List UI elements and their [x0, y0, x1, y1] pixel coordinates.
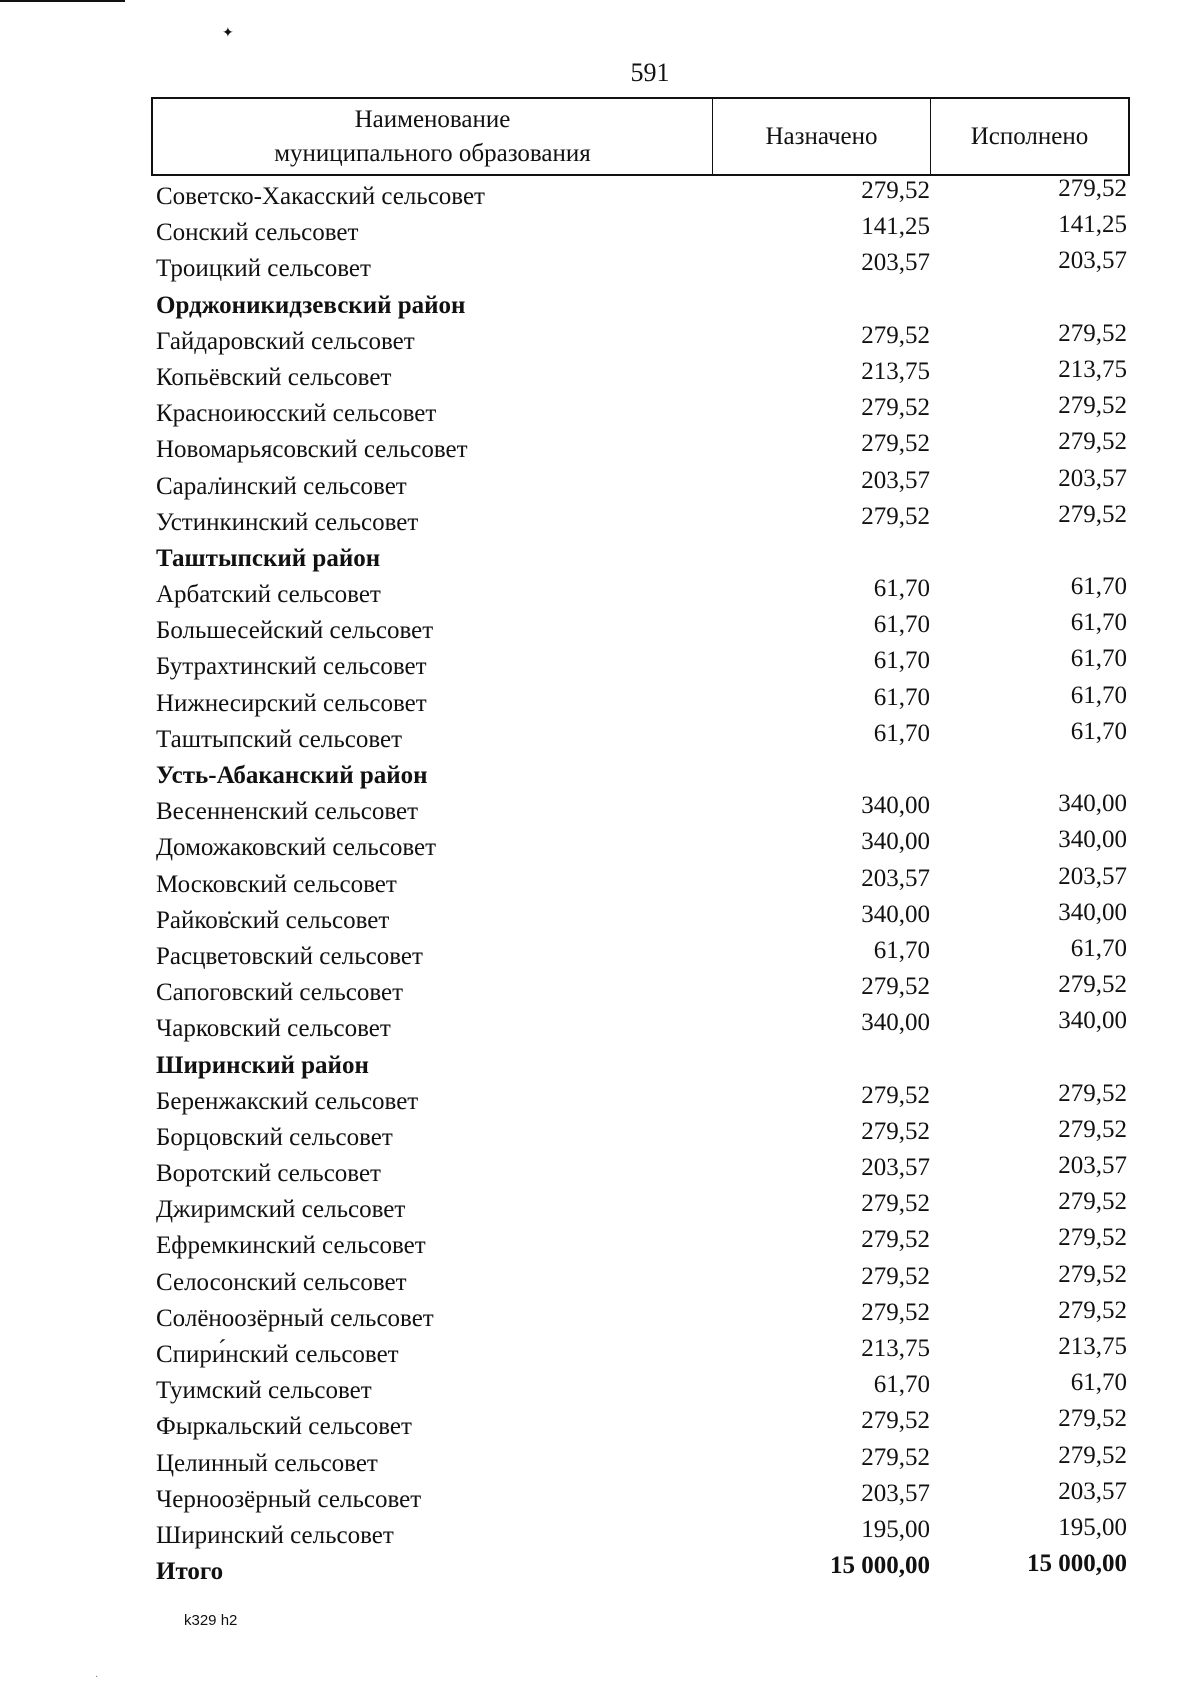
- cell-name: Селосонский сельсовет: [156, 1268, 407, 1296]
- cell-executed: 213,75: [1058, 355, 1127, 383]
- table-row: [156, 971, 1131, 1010]
- table-row: [156, 1079, 1131, 1119]
- footer-code: k329 h2: [184, 1612, 238, 1629]
- cell-name: Сонский сельсовет: [156, 219, 359, 247]
- cell-executed: 279,52: [1058, 971, 1127, 999]
- table-row: [156, 862, 1131, 902]
- cell-name: Нижнесирский сельсовет: [156, 689, 427, 717]
- cell-assigned: 279,52: [861, 1262, 930, 1290]
- cell-name: Борцовский сельсовет: [156, 1123, 393, 1151]
- cell-executed: 203,57: [1058, 464, 1127, 492]
- table-row: [156, 355, 1131, 395]
- table-header: [151, 97, 1130, 176]
- cell-name: Ефремкинский сельсовет: [156, 1232, 426, 1260]
- scan-speck: ✦: [222, 26, 234, 41]
- cell-name: Гайдаровский сельсовет: [156, 327, 415, 355]
- cell-executed: 340,00: [1058, 790, 1127, 818]
- table-row: [156, 790, 1131, 829]
- cell-executed: 203,57: [1058, 1152, 1127, 1180]
- cell-assigned: 279,52: [861, 321, 930, 349]
- cell-assigned: 61,70: [873, 683, 930, 711]
- cell-executed: 203,57: [1058, 862, 1127, 890]
- cell-name: Бутрахтинский сельсовет: [156, 653, 427, 681]
- cell-executed: 279,52: [1058, 319, 1127, 347]
- cell-name: Московский сельсовет: [156, 870, 397, 898]
- cell-executed: 141,25: [1058, 211, 1127, 239]
- table-row: [156, 1513, 1131, 1553]
- cell-assigned: 203,57: [861, 1479, 930, 1507]
- cell-assigned: 203,57: [861, 1154, 930, 1182]
- cell-assigned: 279,52: [861, 177, 930, 204]
- cell-assigned: 61,70: [873, 719, 930, 747]
- scan-dust: ·: [95, 1672, 99, 1683]
- header-name: [153, 99, 713, 174]
- cell-executed: 279,52: [1058, 392, 1127, 420]
- cell-name: Черноозёрный сельсовет: [156, 1485, 422, 1513]
- table-row: [156, 392, 1131, 431]
- cell-assigned: 279,52: [861, 1190, 930, 1218]
- table-row: [156, 645, 1131, 684]
- cell-name: Таштыпский район: [156, 544, 381, 572]
- table-row: [156, 428, 1131, 467]
- district-row: [156, 287, 1131, 323]
- cell-assigned: 203,57: [861, 466, 930, 494]
- table-row: [156, 1007, 1131, 1046]
- cell-name: Сапоговский сельсовет: [156, 979, 404, 1007]
- table-row: [156, 1115, 1131, 1155]
- cell-executed: 195,00: [1058, 1513, 1127, 1541]
- header-name-line2: муниципального образования: [274, 139, 591, 167]
- header-assigned: Назначено: [713, 99, 931, 174]
- district-row: [156, 540, 1131, 576]
- cell-name: Воротский сельсовет: [156, 1160, 381, 1188]
- header-executed: Исполнено: [970, 122, 1089, 150]
- cell-assigned: 279,52: [861, 1117, 930, 1145]
- table-row: [156, 1188, 1131, 1227]
- cell-executed: 279,52: [1058, 1296, 1127, 1324]
- cell-assigned: 340,00: [861, 1009, 930, 1037]
- cell-executed: 61,70: [1070, 609, 1127, 637]
- cell-executed: 61,70: [1070, 573, 1127, 601]
- table-row: [156, 681, 1131, 721]
- table-row: [156, 1405, 1131, 1444]
- table-row: [156, 1441, 1131, 1481]
- cell-assigned: 195,00: [861, 1515, 930, 1543]
- cell-assigned: 61,70: [873, 1371, 930, 1399]
- cell-executed: 279,52: [1058, 1115, 1127, 1143]
- cell-assigned: 61,70: [873, 936, 930, 964]
- cell-name: Весенненский сельсовет: [156, 798, 419, 826]
- total-row: [156, 1550, 1131, 1589]
- cell-name: Советско-Хакасский сельсовет: [156, 183, 485, 210]
- table-row: [156, 1333, 1131, 1372]
- cell-assigned: 213,75: [861, 357, 930, 385]
- cell-name: Джиримский сельсовет: [156, 1196, 406, 1224]
- table-row: [156, 500, 1131, 540]
- cell-name: Беренжакский сельсовет: [156, 1087, 419, 1115]
- table-row: [156, 211, 1131, 250]
- cell-assigned: 203,57: [861, 249, 930, 277]
- scan-edge-line: [0, 0, 125, 2]
- cell-executed: 61,70: [1070, 681, 1127, 709]
- table-row: [156, 464, 1131, 504]
- table-body: [156, 175, 1131, 1589]
- cell-name: Копьёвский сельсовет: [156, 363, 392, 391]
- cell-name: Арбатский сельсовет: [156, 581, 381, 609]
- cell-name: Троицкий сельсовет: [156, 255, 371, 283]
- cell-assigned: 279,52: [861, 1298, 930, 1326]
- cell-executed: 61,70: [1070, 645, 1127, 673]
- district-row: [156, 1047, 1131, 1083]
- cell-executed: 279,52: [1058, 1405, 1127, 1433]
- cell-executed: 279,52: [1058, 500, 1127, 528]
- cell-name: Таштыпский сельсовет: [156, 725, 402, 753]
- cell-name: Райков̇ский сельсовет: [156, 906, 390, 934]
- table-row: [156, 1477, 1131, 1517]
- cell-name: Фыркальский сельсовет: [156, 1413, 412, 1441]
- cell-assigned: 340,00: [861, 792, 930, 820]
- cell-name: Солёноозёрный сельсовет: [156, 1304, 434, 1332]
- cell-executed: 15 000,00: [1027, 1550, 1127, 1578]
- cell-name: Доможаковский сельсовет: [156, 834, 437, 862]
- cell-name: Ширинский сельсовет: [156, 1521, 394, 1549]
- cell-executed: 61,70: [1070, 934, 1127, 962]
- cell-assigned: 279,52: [861, 502, 930, 530]
- cell-executed: 279,52: [1058, 1224, 1127, 1252]
- cell-executed: 279,52: [1058, 1260, 1127, 1288]
- cell-executed: 279,52: [1058, 1441, 1127, 1469]
- cell-executed: 279,52: [1058, 1079, 1127, 1107]
- table-row: [156, 898, 1131, 938]
- cell-executed: 203,57: [1058, 1477, 1127, 1505]
- cell-name: Спири́нский сельсовет: [156, 1341, 399, 1368]
- cell-assigned: 279,52: [861, 430, 930, 458]
- cell-name: Сарал̇инский сельсовет: [156, 472, 407, 500]
- table-row: [156, 1224, 1131, 1263]
- cell-name: Устинкинский сельсовет: [156, 508, 419, 536]
- cell-executed: 340,00: [1058, 826, 1127, 854]
- district-row: [156, 757, 1131, 793]
- cell-assigned: 203,57: [861, 864, 930, 892]
- cell-name: Большесейский сельсовет: [156, 617, 434, 645]
- cell-name: Новомарьясовский сельсовет: [156, 436, 468, 464]
- cell-executed: 279,52: [1058, 428, 1127, 456]
- table-row: [156, 247, 1131, 286]
- cell-executed: 203,57: [1058, 247, 1127, 275]
- table-row: [156, 1369, 1131, 1408]
- cell-name: Красноиюсский сельсовет: [156, 400, 437, 428]
- cell-assigned: 279,52: [861, 1443, 930, 1471]
- cell-name: Усть-Абаканский район: [156, 762, 428, 789]
- cell-assigned: 279,52: [861, 973, 930, 1001]
- table-row: [156, 609, 1131, 648]
- table-row: [156, 319, 1131, 359]
- cell-name: Расцветовский сельсовет: [156, 942, 423, 970]
- cell-assigned: 279,52: [861, 1081, 930, 1109]
- page-number: 591: [630, 58, 670, 87]
- cell-executed: 213,75: [1058, 1333, 1127, 1360]
- table-row: [156, 1260, 1131, 1300]
- cell-name: Орджоникидзевский район: [156, 291, 466, 319]
- table-row: [156, 717, 1131, 757]
- cell-executed: 279,52: [1058, 175, 1127, 202]
- table-row: [156, 1152, 1131, 1191]
- table-row: [156, 1296, 1131, 1336]
- cell-name: Туимский сельсовет: [156, 1377, 372, 1405]
- cell-name: Целинный сельсовет: [156, 1449, 378, 1477]
- table-row: [156, 573, 1131, 612]
- cell-assigned: 213,75: [861, 1335, 930, 1362]
- cell-assigned: 279,52: [861, 394, 930, 422]
- cell-assigned: 340,00: [861, 900, 930, 928]
- cell-assigned: 340,00: [861, 828, 930, 856]
- cell-assigned: 61,70: [873, 611, 930, 639]
- cell-assigned: 141,25: [861, 213, 930, 241]
- cell-executed: 340,00: [1058, 898, 1127, 926]
- cell-executed: 61,70: [1070, 1369, 1127, 1397]
- cell-name: Ширинский район: [156, 1051, 369, 1079]
- header-name-line1: Наименование: [354, 105, 511, 133]
- cell-name: Чарковский сельсовет: [156, 1015, 391, 1043]
- cell-assigned: 279,52: [861, 1226, 930, 1254]
- table-row: [156, 175, 1131, 214]
- cell-assigned: 279,52: [861, 1407, 930, 1435]
- cell-executed: 340,00: [1058, 1007, 1127, 1035]
- cell-executed: 61,70: [1070, 717, 1127, 745]
- cell-assigned: 61,70: [873, 575, 930, 603]
- cell-executed: 279,52: [1058, 1188, 1127, 1216]
- table-row: [156, 934, 1131, 974]
- cell-assigned: 15 000,00: [830, 1552, 930, 1580]
- table-row: [156, 826, 1131, 865]
- cell-assigned: 61,70: [873, 647, 930, 675]
- cell-name: Итого: [156, 1558, 224, 1586]
